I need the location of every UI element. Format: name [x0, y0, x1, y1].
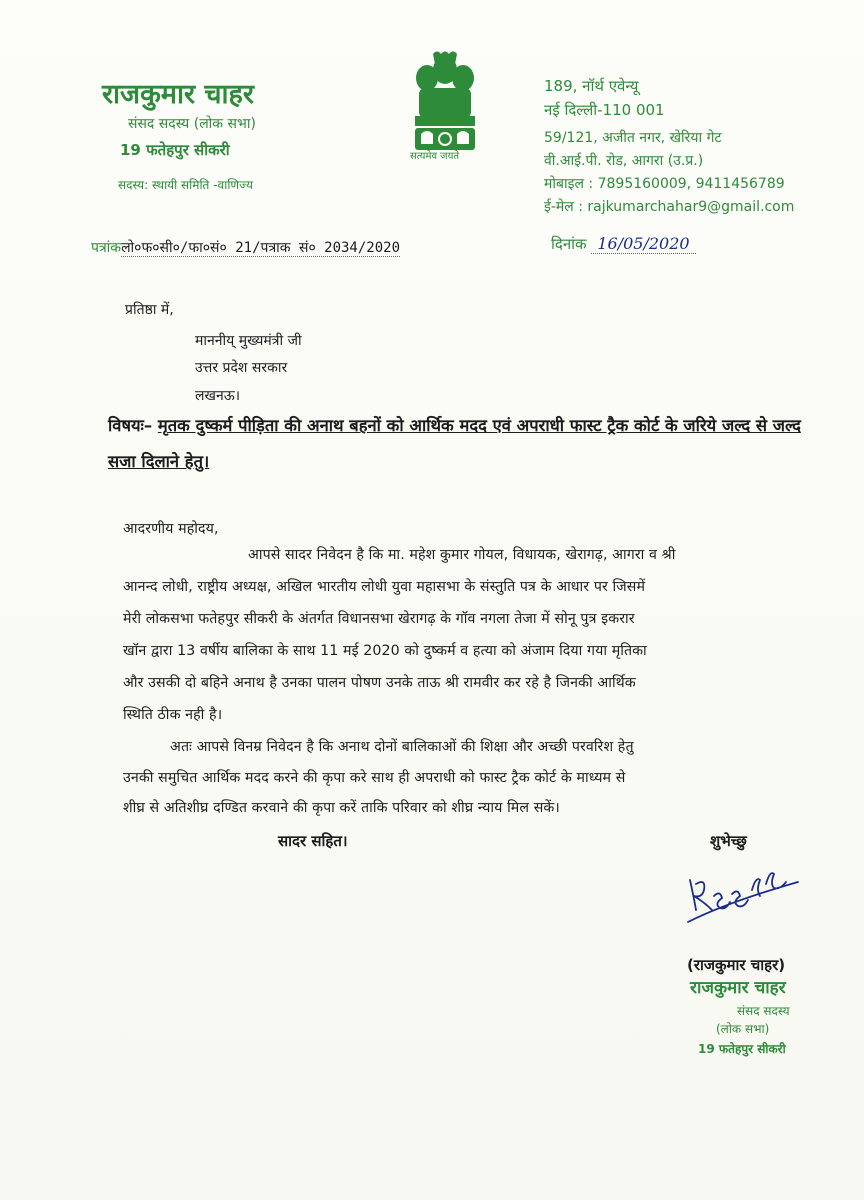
signatory-name: राजकुमार चाहर [690, 978, 786, 998]
address-line: 59/121, अजीत नगर, खेरिया गेट [544, 130, 722, 146]
body-line: और उसकी दो बहिने अनाथ है उनका पालन पोषण उनके ताऊ श्री रामवीर कर रहे है जिनकी आर्थिक [123, 675, 636, 691]
date-label: दिनांक [551, 235, 587, 253]
address-line: 189, नॉर्थ एवेन्यू [544, 77, 639, 95]
ref-number: लो०फ०सी०/फा०सं० 21/पत्राक सं० 2034/2020 [121, 240, 401, 256]
email-line: ई-मेल : rajkumarchahar9@gmail.com [544, 199, 795, 215]
national-emblem-icon [405, 48, 485, 163]
body-line: शीघ्र से अतिशीघ्र दण्डित करवाने की कृपा करें ताकि परिवार को शीघ्र न्याय मिल सकें। [123, 800, 560, 816]
body-line: उनकी समुचित आर्थिक मदद करने की कृपा करे साथ ही अपराधी को फास्ट ट्रैक कोर्ट के माध्यम से [123, 770, 626, 786]
greeting: आदरणीय महोदय, [123, 521, 219, 537]
signatory-name-paren: (राजकुमार चाहर) [687, 956, 786, 974]
addressee-salutation: प्रतिष्ठा में, [125, 302, 174, 318]
addressee-line: उत्तर प्रदेश सरकार [195, 360, 288, 376]
body-line: अतः आपसे विनम्र निवेदन है कि अनाथ दोनों बालिकाओं की शिक्षा और अच्छी परवरिश हेतु [170, 739, 634, 755]
subject [108, 408, 808, 480]
reference-line [91, 238, 400, 257]
body-line: मेरी लोकसभा फतेहपुर सीकरी के अंतर्गत विधानसभा खेरागढ़ के गॉव नगला तेजा में सोनू पुत्र इकरार [123, 611, 635, 627]
date-value: 16/05/2020 [591, 234, 695, 254]
addressee-line: लखनऊ। [195, 388, 241, 404]
regards: शुभेच्छु [710, 832, 747, 850]
phone-line: मोबाइल : 7895160009, 9411456789 [544, 176, 785, 192]
body-line: स्थिति ठीक नही है। [123, 707, 223, 723]
body-line: आपसे सादर निवेदन है कि मा. महेश कुमार गोयल, विधायक, खेरागढ़, आगरा व श्री [248, 547, 676, 563]
mp-committee: सदस्य: स्थायी समिति -वाणिज्य [118, 178, 253, 192]
signatory-constituency: 19 फतेहपुर सीकरी [698, 1042, 786, 1056]
subject-label: विषयः– [108, 416, 153, 435]
emblem-motto: सत्यमेव जयते [410, 151, 460, 162]
mp-name: राजकुमार चाहर [102, 79, 254, 110]
body-line: खॉन द्वारा 13 वर्षीय बालिका के साथ 11 मई 2020 को दुष्कर्म व हत्या को अंजाम दिया गया मृतिका [123, 643, 647, 659]
signatory-title: संसद सदस्य [737, 1004, 790, 1018]
subject-text: मृतक दुष्कर्म पीड़िता की अनाथ बहनों को आर्थिक मदद एवं अपराधी फास्ट ट्रैक कोर्ट के जरिये जल्द से जल्द सजा दिलाने हेतु। [108, 416, 801, 471]
ref-label: पत्रांक [91, 240, 122, 256]
closing: सादर सहित। [278, 832, 348, 850]
signatory-house: (लोक सभा) [716, 1022, 770, 1036]
mp-constituency: 19 फतेहपुर सीकरी [120, 141, 230, 159]
date-line [551, 234, 696, 254]
handwritten-signature [682, 850, 802, 930]
address-line: नई दिल्ली-110 001 [544, 101, 665, 119]
address-line: वी.आई.पी. रोड, आगरा (उ.प्र.) [544, 153, 704, 169]
body-line: आनन्द लोधी, राष्ट्रीय अध्यक्ष, अखिल भारतीय लोधी युवा महासभा के संस्तुति पत्र के आधार पर जिसमें [123, 579, 646, 595]
mp-title: संसद सदस्य (लोक सभा) [128, 116, 256, 132]
addressee-line: माननीय् मुख्यमंत्री जी [195, 333, 302, 349]
